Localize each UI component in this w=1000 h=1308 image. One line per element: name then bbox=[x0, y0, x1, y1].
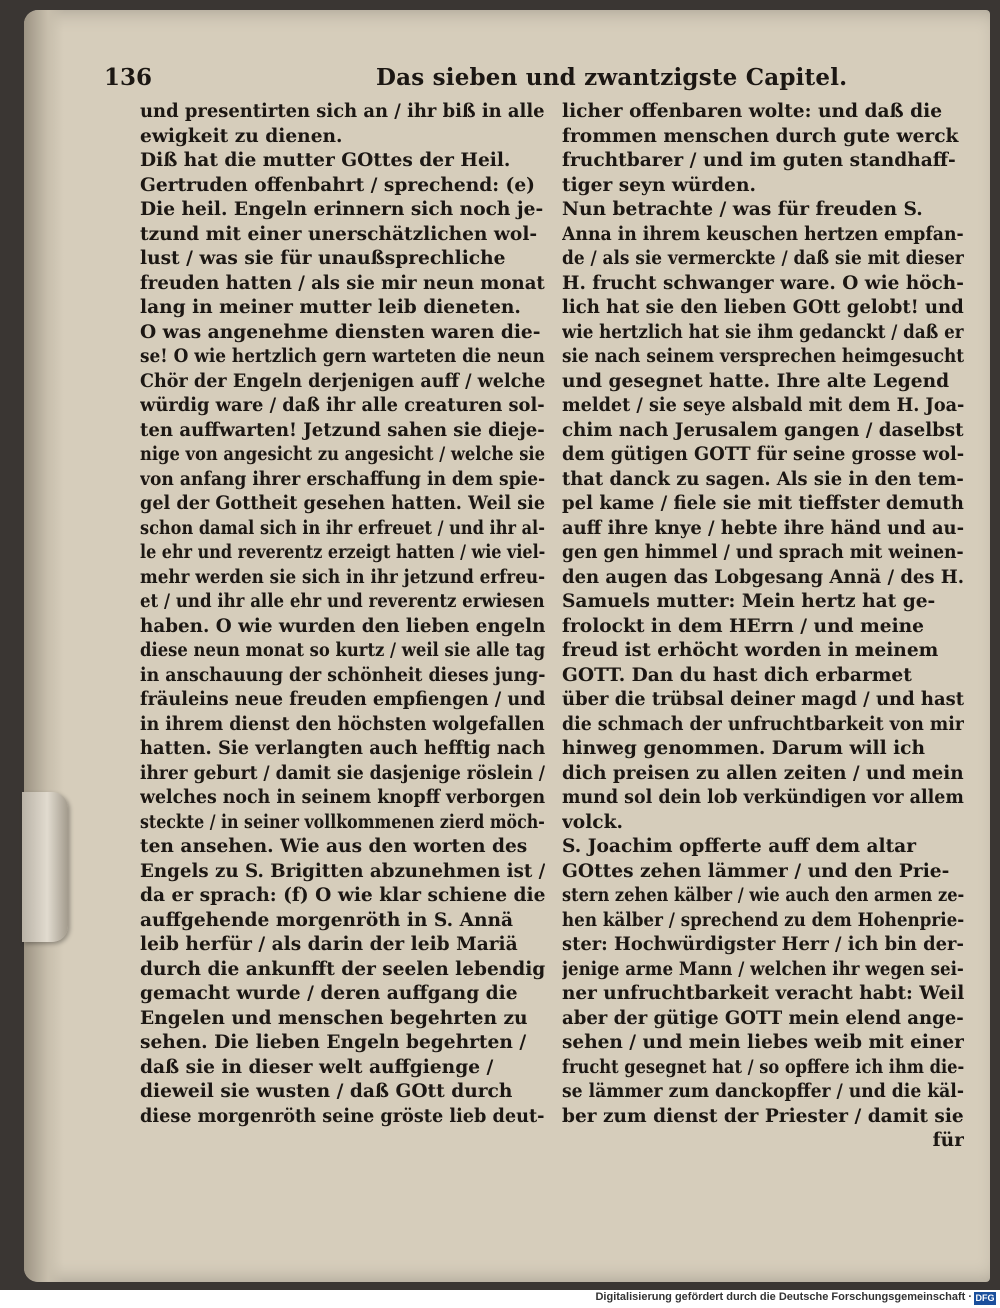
text-line: haben. O wie wurden den lieben engeln bbox=[140, 615, 545, 637]
text-line: licher offenbaren wolte: und daß die bbox=[562, 101, 943, 122]
text-line: GOttes zehen lämmer / und den Prie- bbox=[562, 860, 950, 882]
text-line: aber der gütige GOTT mein elend ange- bbox=[562, 1007, 964, 1029]
text-line: fruchtbarer / und im guten standhaff- bbox=[562, 150, 956, 171]
text-line: ewigkeit zu dienen. bbox=[140, 125, 343, 147]
text-line: meldet / sie seye alsbald mit dem H. Joa- bbox=[562, 395, 964, 416]
text-line: lich hat sie den lieben GOtt gelobt! und bbox=[562, 297, 964, 318]
text-line: durch die ankunfft der seelen lebendig bbox=[140, 958, 545, 980]
text-line: sehen / und mein liebes weib mit einer bbox=[562, 1032, 964, 1053]
text-line: dieweil sie wusten / daß GOtt durch bbox=[140, 1081, 513, 1102]
text-line: leib herfür / als darin der leib Mariä bbox=[140, 934, 518, 955]
text-line: hatten. Sie verlangten auch hefftig nach bbox=[140, 738, 545, 759]
text-line: Diß hat die mutter GOttes der Heil. bbox=[140, 150, 511, 171]
text-line: le ehr und reverentz erzeigt hatten / wie viel- bbox=[140, 542, 545, 563]
text-line: se! O wie hertzlich gern warteten die neun bbox=[140, 346, 545, 367]
text-line: Die heil. Engeln erinnern sich noch je- bbox=[140, 199, 544, 220]
text-line: fräuleins neue freuden empfiengen / und bbox=[140, 689, 545, 710]
text-line: freuden hatten / als sie mir neun monat bbox=[140, 272, 545, 294]
text-line: die schmach der unfruchtbarkeit von mir bbox=[562, 713, 964, 735]
text-line: gen gen himmel / und sprach mit weinen- bbox=[562, 542, 964, 563]
text-line: dich preisen zu allen zeiten / und mein bbox=[562, 762, 964, 784]
text-line: steckte / in seiner vollkommenen zierd möch- bbox=[140, 811, 545, 833]
text-line: sehen. Die lieben Engeln begehrten / bbox=[140, 1032, 527, 1053]
text-line: hen kälber / sprechend zu dem Hohenprie- bbox=[562, 909, 964, 931]
text-line: in ihrem dienst den höchsten wolgefallen bbox=[140, 713, 545, 735]
book-spine-shadow bbox=[24, 10, 64, 1282]
text-line: über die trübsal deiner magd / und hast bbox=[562, 689, 964, 710]
text-line: ten auffwarten! Jetzund sahen sie dieje- bbox=[140, 419, 545, 441]
text-line: ten ansehen. Wie aus den worten des bbox=[140, 836, 528, 857]
text-line: S. Joachim opfferte auff dem altar bbox=[562, 836, 917, 857]
text-line: frucht gesegnet hat / so opffere ich ihm die- bbox=[562, 1056, 964, 1078]
text-line: dem gütigen GOTT für seine grosse wol- bbox=[562, 444, 964, 465]
footer-bar bbox=[0, 1290, 1000, 1308]
text-line: da er sprach: (f) O wie klar schiene die bbox=[140, 885, 545, 906]
footer-credit: Digitalisierung gefördert durch die Deutsche Forschungsgemeinschaft · bbox=[595, 1291, 972, 1303]
text-line: de / als sie vermerckte / daß sie mit dieser bbox=[562, 248, 964, 269]
text-line: et / und ihr alle ehr und reverentz erwiesen bbox=[140, 591, 545, 612]
text-line: schon damal sich in ihr erfreuet / und ihr al- bbox=[140, 517, 545, 539]
text-line: ber zum dienst der Priester / damit sie bbox=[562, 1105, 964, 1127]
text-line: diese morgenröth seine gröste lieb deut- bbox=[140, 1105, 545, 1127]
text-line: würdig ware / daß ihr alle creaturen sol- bbox=[140, 395, 545, 416]
text-line: den augen das Lobgesang Annä / des H. bbox=[562, 566, 964, 588]
text-line: hinweg genommen. Darum will ich bbox=[562, 738, 926, 759]
text-line: chim nach Jerusalem gangen / daselbst bbox=[562, 419, 964, 441]
text-line: O was angenehme diensten waren die- bbox=[140, 321, 541, 343]
text-line: volck. bbox=[562, 811, 623, 833]
book-clasp bbox=[22, 792, 68, 942]
text-line: Engels zu S. Brigitten abzunehmen ist / bbox=[140, 860, 545, 882]
text-line: Nun betrachte / was für freuden S. bbox=[562, 199, 923, 220]
text-line: mehr werden sie sich in ihr jetzund erfreu- bbox=[140, 566, 545, 588]
text-line: stern zehen kälber / wie auch den armen ze- bbox=[562, 885, 964, 906]
text-line: Samuels mutter: Mein hertz hat ge- bbox=[562, 591, 936, 612]
text-line: tiger seyn würden. bbox=[562, 174, 756, 196]
text-line: lang in meiner mutter leib dieneten. bbox=[140, 297, 521, 318]
text-line: Gertruden offenbahrt / sprechend: (e) bbox=[140, 174, 535, 196]
text-line: daß sie in dieser welt auffgienge / bbox=[140, 1056, 494, 1078]
text-line: Engelen und menschen begehrten zu bbox=[140, 1007, 528, 1029]
text-column-right bbox=[562, 100, 964, 1154]
text-line: von anfang ihrer erschaffung in dem spie- bbox=[140, 468, 545, 490]
text-line: ner unfruchtbarkeit veracht habt: Weil bbox=[562, 983, 964, 1004]
text-line: welches noch in seinem knopff verborgen bbox=[140, 787, 545, 808]
text-line: GOTT. Dan du hast dich erbarmet bbox=[562, 664, 912, 686]
text-line: auff ihre knye / hebte ihre händ und au- bbox=[562, 517, 964, 539]
text-line: und gesegnet hatte. Ihre alte Legend bbox=[562, 370, 950, 392]
text-line: tzund mit einer unerschätzlichen wol- bbox=[140, 223, 538, 245]
text-line: für bbox=[932, 1130, 964, 1151]
text-line: Chör der Engeln derjenigen auff / welche bbox=[140, 370, 545, 392]
running-head: Das sieben und zwantzigste Capitel. bbox=[376, 64, 848, 91]
text-line: diese neun monat so kurtz / weil sie alle tag bbox=[140, 640, 545, 661]
text-line: mund sol dein lob verkündigen vor allem bbox=[562, 787, 964, 808]
text-line: pel kame / fiele sie mit tieffster demuth bbox=[562, 493, 964, 514]
text-line: H. frucht schwanger ware. O wie höch- bbox=[562, 272, 964, 294]
page-number: 136 bbox=[104, 64, 153, 91]
text-line: wie hertzlich hat sie ihm gedanckt / daß er bbox=[562, 321, 964, 343]
text-line: jenige arme Mann / welchen ihr wegen sei- bbox=[562, 958, 964, 980]
text-line: se lämmer zum danckopffer / und die käl- bbox=[562, 1081, 964, 1102]
page-header bbox=[104, 64, 964, 96]
text-line: in anschauung der schönheit dieses jung- bbox=[140, 664, 545, 686]
text-line: that danck zu sagen. Als sie in den tem- bbox=[562, 468, 964, 490]
text-line: und presentirten sich an / ihr biß in alle bbox=[140, 101, 545, 122]
text-line: gel der Gottheit gesehen hatten. Weil sie bbox=[140, 493, 545, 514]
text-line: Anna in ihrem keuschen hertzen empfan- bbox=[562, 223, 964, 245]
text-column-left bbox=[140, 100, 545, 1129]
text-line: auffgehende morgenröth in S. Annä bbox=[140, 909, 514, 931]
text-line: frommen menschen durch gute werck bbox=[562, 125, 959, 147]
text-line: nige von angesicht zu angesicht / welche sie bbox=[140, 444, 545, 465]
text-line: sie nach seinem versprechen heimgesucht bbox=[562, 346, 964, 367]
text-line: ihrer geburt / damit sie dasjenige röslein / bbox=[140, 762, 545, 784]
text-line: ster: Hochwürdigster Herr / ich bin der- bbox=[562, 934, 964, 955]
dfg-logo: DFG bbox=[975, 1293, 995, 1303]
text-line: frolockt in dem HErrn / und meine bbox=[562, 615, 924, 637]
text-line: freud ist erhöcht worden in meinem bbox=[562, 640, 939, 661]
text-line: gemacht wurde / deren auffgang die bbox=[140, 983, 518, 1004]
text-line: lust / was sie für unaußsprechliche bbox=[140, 248, 506, 269]
